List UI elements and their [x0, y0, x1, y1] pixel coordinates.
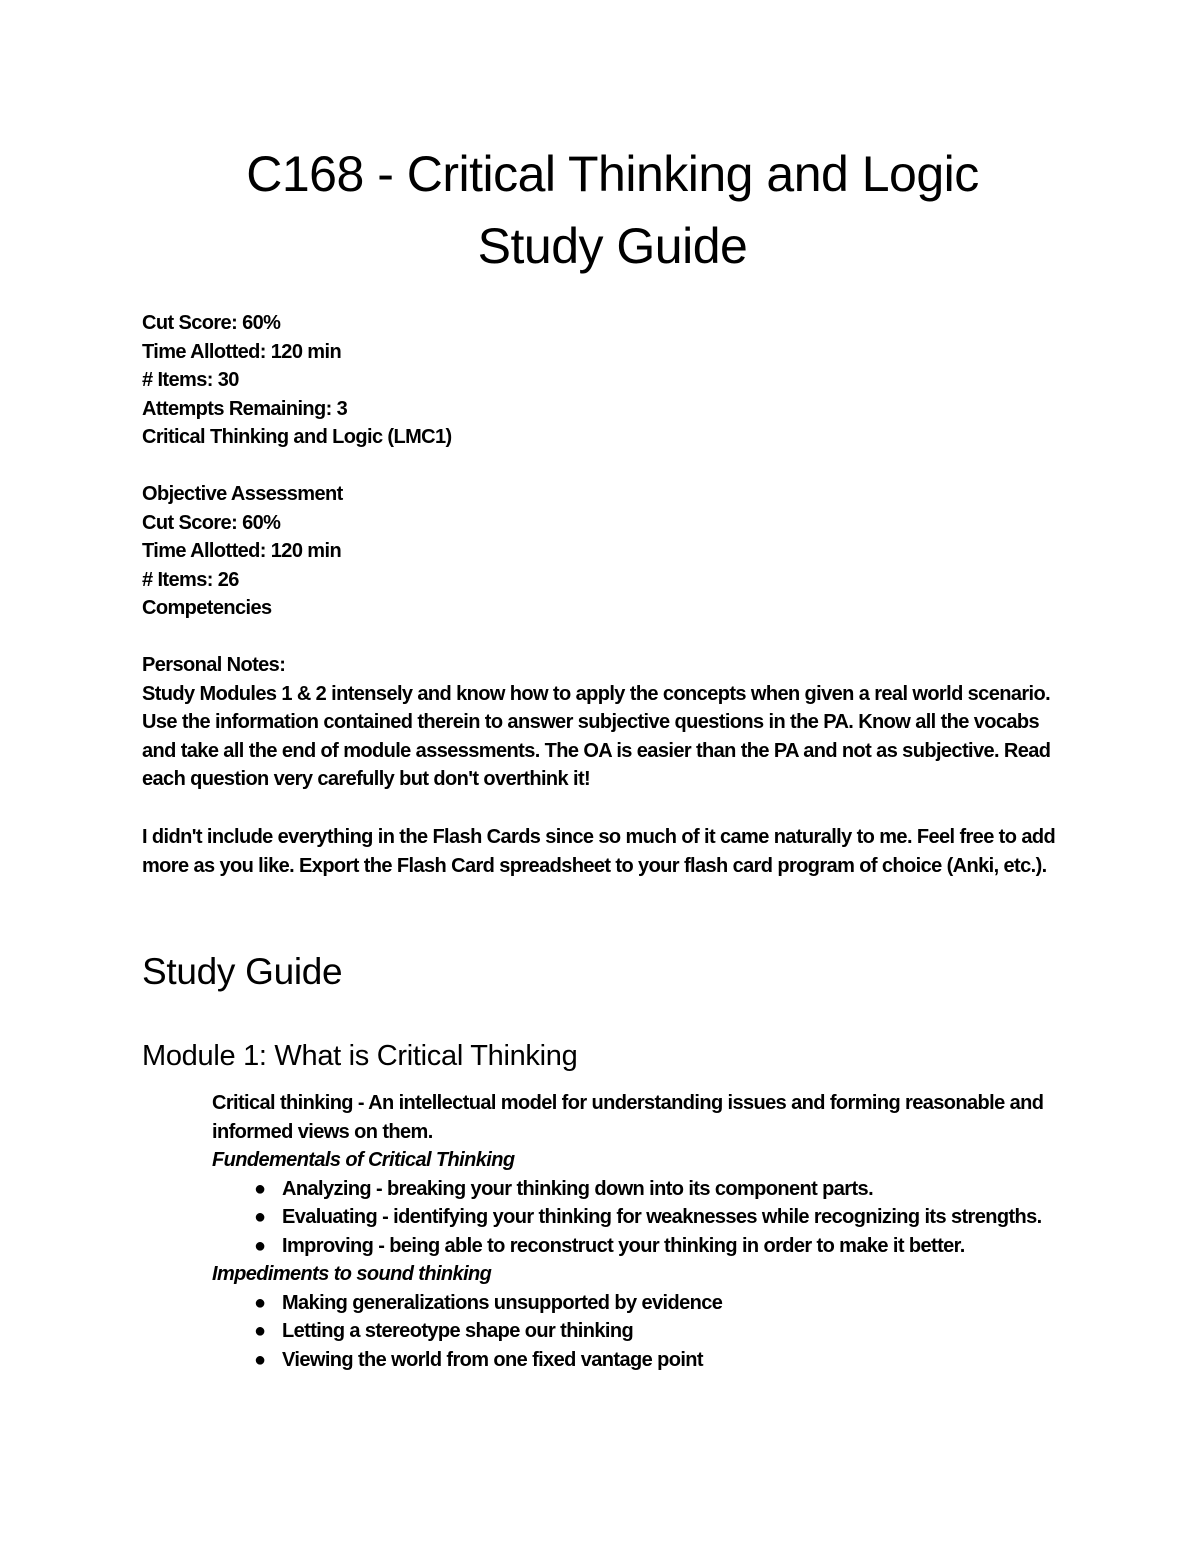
exam-info — [142, 309, 1072, 452]
exam-info-line: Critical Thinking and Logic (LMC1) — [142, 426, 452, 448]
flash-card-paragraph: I didn't include everything in the Flash Cards since so much of it came naturally to me. Feel free to add more as you like. Export the Flash Card spreadsheet to your flash card program of choice (Anki, etc.). — [142, 826, 1056, 877]
flash-card-note — [142, 823, 1072, 880]
list-item — [254, 1289, 1072, 1318]
list-item — [254, 1203, 1072, 1232]
oa-line: # Items: 26 — [142, 568, 239, 591]
bullet-icon: ● — [254, 1234, 266, 1257]
personal-notes — [142, 651, 1072, 794]
exam-info-line: # Items: 30 — [142, 369, 239, 391]
bullet-icon: ● — [254, 1320, 266, 1342]
list-item — [254, 1317, 1072, 1346]
fundamentals-list — [212, 1175, 1072, 1261]
list-item-text: Making generalizations unsupported by evidence — [282, 1291, 723, 1314]
study-guide-heading: Study Guide — [142, 951, 343, 992]
oa-line: Competencies — [142, 597, 272, 619]
oa-line: Cut Score: 60% — [142, 511, 281, 534]
module-1-heading: Module 1: What is Critical Thinking — [142, 1040, 578, 1072]
list-item — [254, 1232, 1072, 1261]
list-item-text: Viewing the world from one fixed vantage point — [282, 1348, 703, 1371]
title-line-2: Study Guide — [477, 218, 748, 274]
objective-assessment — [142, 480, 1072, 623]
document-title — [0, 138, 1200, 282]
list-item-text: Improving - being able to reconstruct your thinking in order to make it better. — [282, 1234, 965, 1257]
list-item-text: Letting a stereotype shape our thinking — [282, 1320, 634, 1342]
exam-info-line: Time Allotted: 120 min — [142, 340, 342, 363]
critical-thinking-definition: Critical thinking - An intellectual model for understanding issues and forming reasonable and informed views on them. — [212, 1092, 1044, 1143]
impediments-heading: Impediments to sound thinking — [212, 1263, 492, 1285]
bullet-icon: ● — [254, 1177, 266, 1200]
personal-notes-label: Personal Notes: — [142, 654, 286, 676]
title-line-1: C168 - Critical Thinking and Logic — [246, 146, 979, 202]
exam-info-line: Cut Score: 60% — [142, 312, 281, 334]
module-1-content — [212, 1089, 1072, 1374]
oa-line: Objective Assessment — [142, 483, 343, 505]
bullet-icon: ● — [254, 1348, 266, 1371]
list-item-text: Analyzing - breaking your thinking down into its component parts. — [282, 1177, 874, 1200]
oa-line: Time Allotted: 120 min — [142, 540, 342, 562]
exam-info-line: Attempts Remaining: 3 — [142, 397, 348, 420]
list-item-text: Evaluating - identifying your thinking for weaknesses while recognizing its strengths. — [282, 1206, 1042, 1228]
personal-notes-paragraph: Study Modules 1 & 2 intensely and know how to apply the concepts when given a real world scenario. Use the information contained therein to answer subjective questions in the PA. Know all the vocabs and take all the end of module assessments. The OA is easier than the PA and not as subjective. Read each question very carefully but don't overthink it! — [142, 682, 1051, 790]
list-item — [254, 1175, 1072, 1204]
bullet-icon: ● — [254, 1291, 266, 1314]
bullet-icon: ● — [254, 1206, 266, 1228]
fundamentals-heading: Fundementals of Critical Thinking — [212, 1149, 515, 1171]
impediments-list — [212, 1289, 1072, 1375]
list-item — [254, 1346, 1072, 1375]
